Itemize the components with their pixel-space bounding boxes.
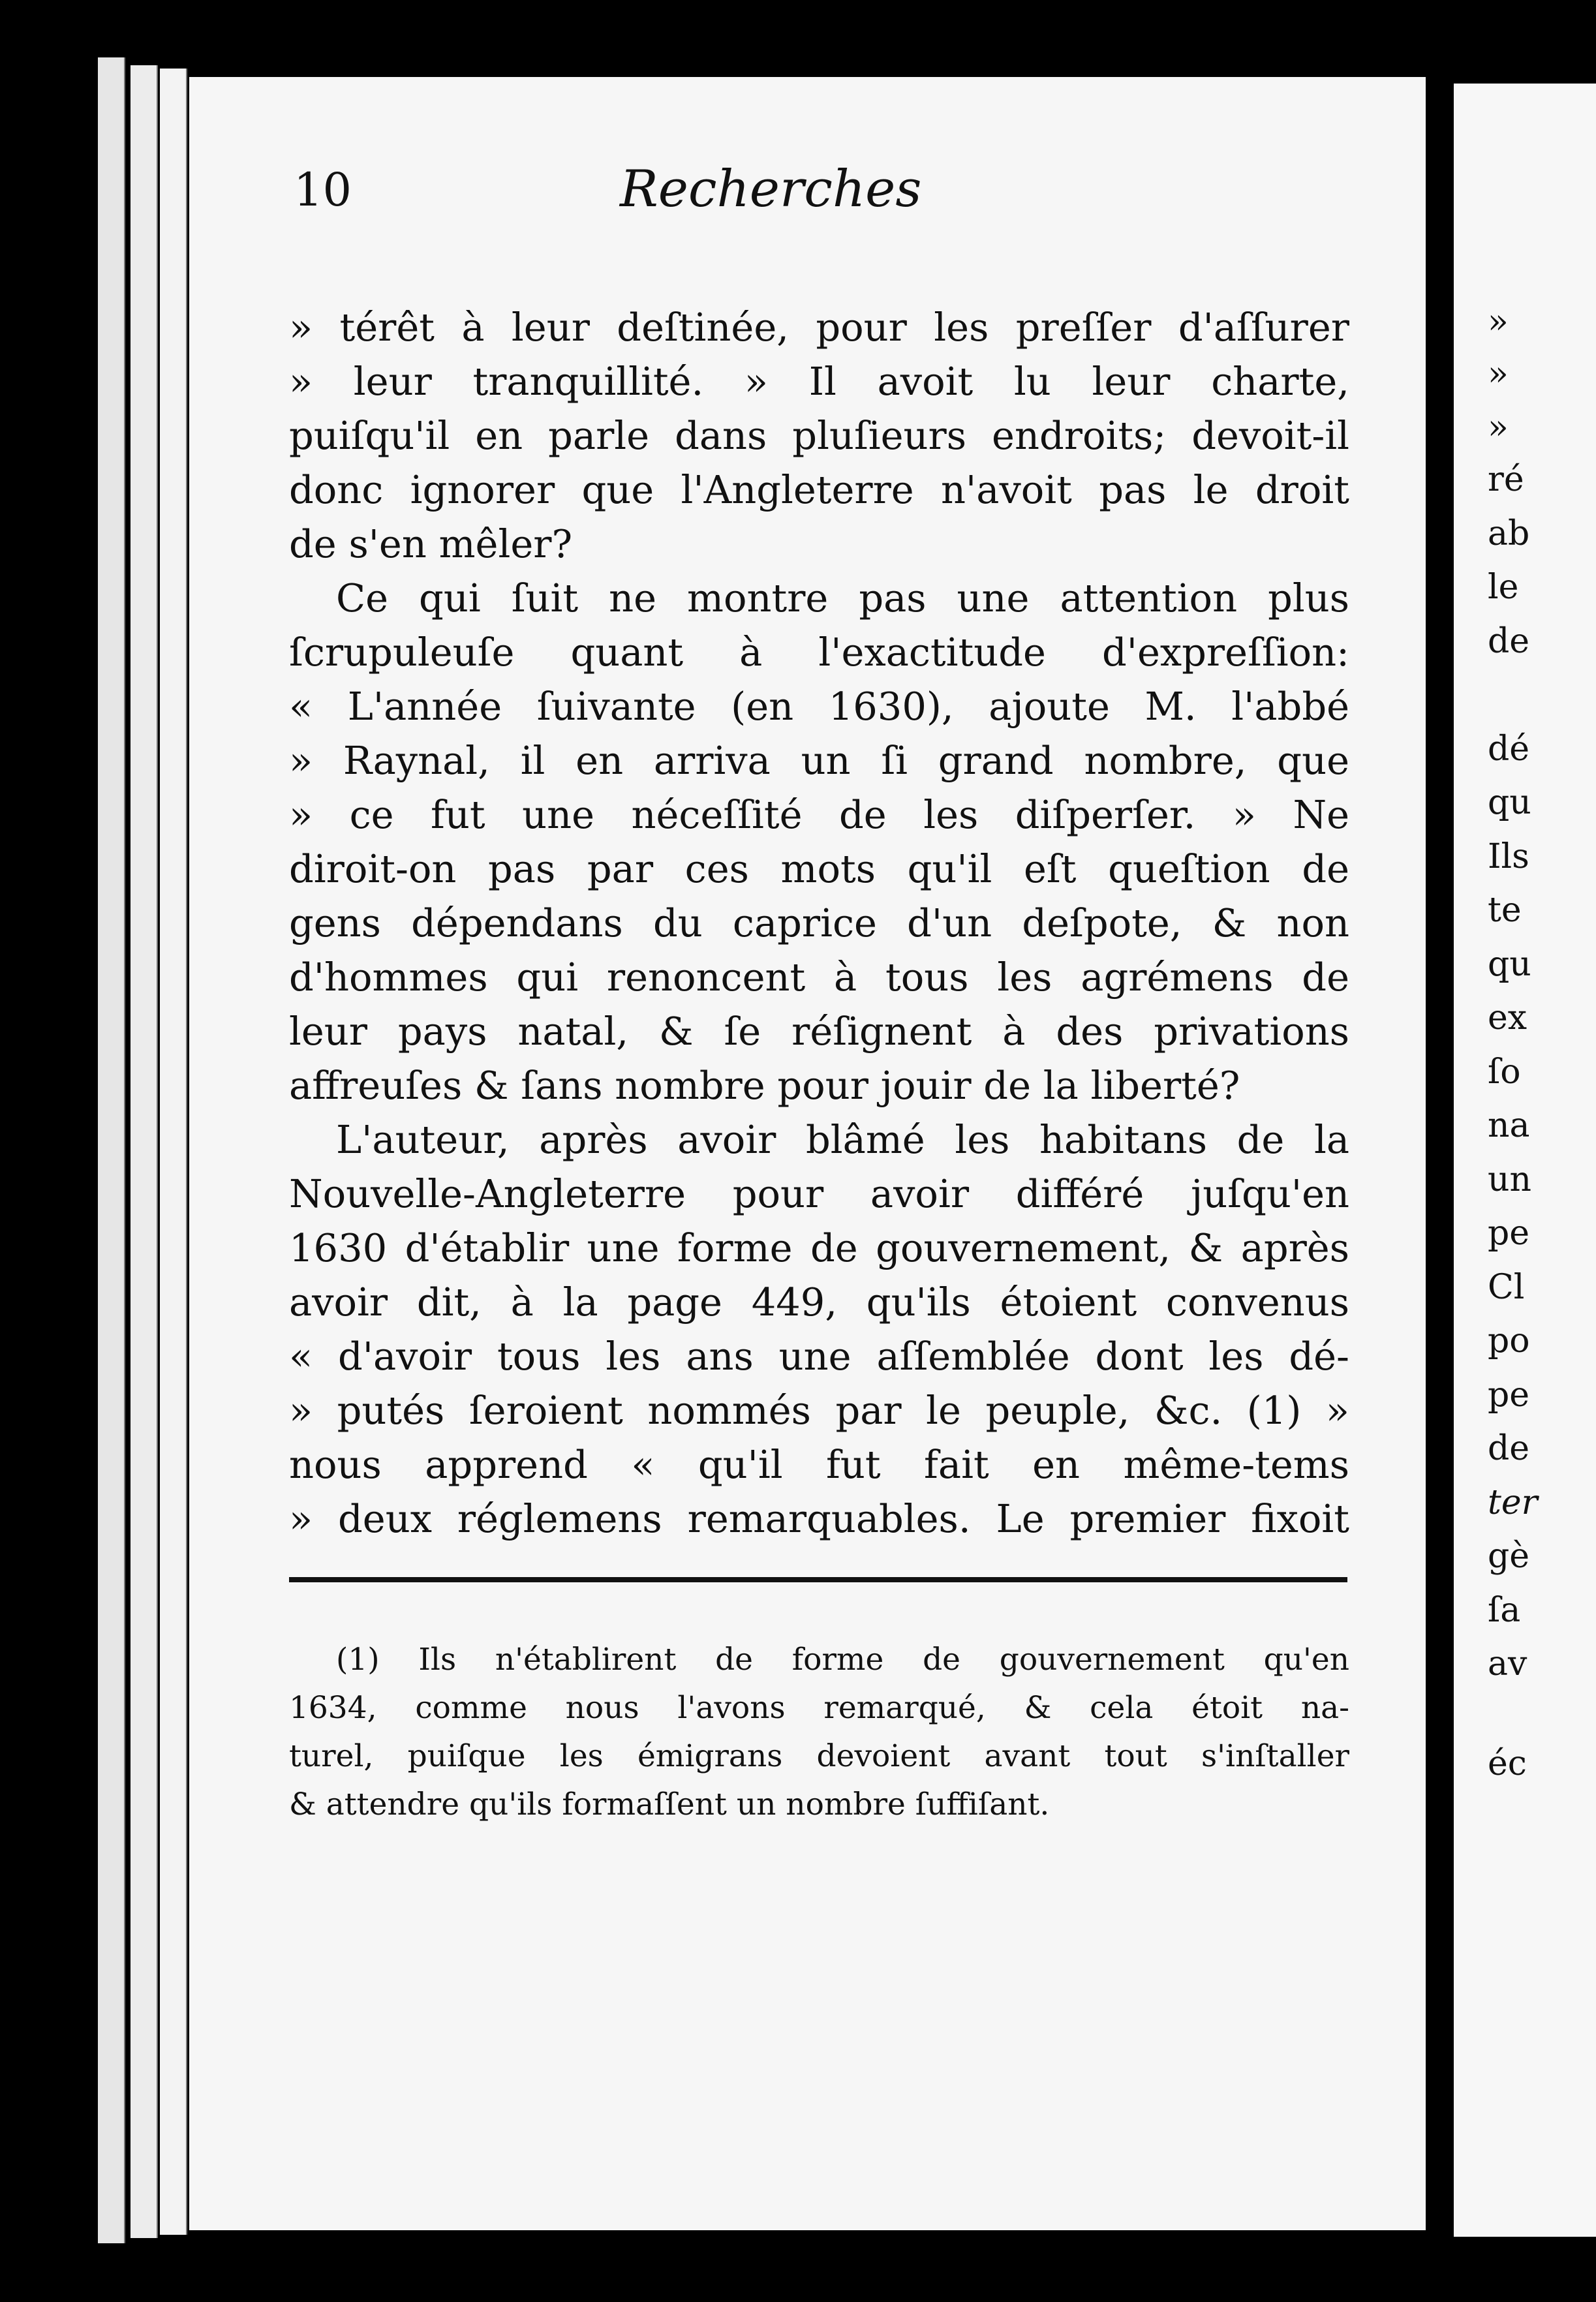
facing-fragment: ſa	[1488, 1591, 1521, 1630]
facing-fragment: Ils	[1488, 837, 1529, 876]
text-line: » térêt à leur deſtinée, pour les preſſer d'aſſurer	[289, 305, 1349, 350]
text-line: L'auteur, après avoir blâmé les habitans de la	[336, 1117, 1349, 1162]
facing-page	[1454, 84, 1596, 2237]
text-line: » ce fut une néceſſité de les diſperſer. » Ne	[289, 792, 1349, 837]
facing-fragment: ex	[1488, 998, 1527, 1037]
page-number: 10	[294, 163, 352, 217]
facing-fragment: pe	[1488, 1375, 1530, 1415]
text-line: ſcrupuleuſe quant à l'exactitude d'expreſſion:	[289, 630, 1349, 675]
page-edge	[130, 65, 158, 2238]
footnote-line: turel, puiſque les émigrans devoient avant tout s'inſtaller	[289, 1738, 1349, 1774]
facing-fragment: ré	[1488, 460, 1524, 499]
facing-fragment: éc	[1488, 1744, 1527, 1783]
text-line: » leur tranquillité. » Il avoit lu leur charte,	[289, 359, 1349, 404]
facing-fragment: le	[1488, 568, 1519, 607]
facing-fragment: pe	[1488, 1214, 1530, 1253]
text-line: gens dépendans du caprice d'un deſpote, & non	[289, 900, 1349, 945]
facing-fragment: qu	[1488, 945, 1531, 984]
text-line: » putés ſeroient nommés par le peuple, &c. (1) »	[289, 1388, 1349, 1433]
text-line: » Raynal, il en arriva un ſi grand nombre, que	[289, 738, 1349, 783]
facing-fragment: po	[1488, 1321, 1530, 1360]
facing-fragment: ter	[1488, 1483, 1538, 1522]
footnote-line: & attendre qu'ils formaſſent un nombre ſuffiſant.	[289, 1787, 1050, 1822]
text-line: donc ignorer que l'Angleterre n'avoit pas le droit	[289, 467, 1349, 512]
facing-fragment: Cl	[1488, 1268, 1525, 1307]
facing-fragment: te	[1488, 891, 1522, 930]
facing-fragment: de	[1488, 1429, 1530, 1468]
footnote-line: 1634, comme nous l'avons remarqué, & cela étoit na-	[289, 1690, 1349, 1726]
facing-fragment: qu	[1488, 783, 1531, 822]
facing-fragment: dé	[1488, 729, 1530, 769]
footnote-line: (1) Ils n'établirent de forme de gouvernement qu'en	[336, 1642, 1349, 1678]
text-line: Ce qui ſuit ne montre pas une attention plus	[336, 576, 1349, 621]
facing-fragment: de	[1488, 622, 1530, 661]
facing-fragment: ſo	[1488, 1052, 1521, 1092]
text-line: avoir dit, à la page 449, qu'ils étoient convenus	[289, 1280, 1349, 1325]
text-line: Nouvelle-Angleterre pour avoir différé juſqu'en	[289, 1171, 1349, 1216]
footnote-rule	[289, 1577, 1347, 1582]
facing-fragment: »	[1488, 408, 1509, 447]
text-line: 1630 d'établir une forme de gouvernement, & après	[289, 1225, 1349, 1270]
facing-fragment: un	[1488, 1160, 1531, 1199]
facing-fragment: gè	[1488, 1537, 1530, 1576]
text-line: leur pays natal, & ſe réſignent à des privations	[289, 1009, 1349, 1054]
facing-fragment: »	[1488, 354, 1509, 393]
facing-fragment: na	[1488, 1106, 1530, 1145]
page-edge	[160, 69, 187, 2235]
text-line: puiſqu'il en parle dans pluſieurs endroits; devoit-il	[289, 413, 1349, 458]
text-line: de s'en mêler?	[289, 521, 573, 566]
facing-fragment: ab	[1488, 514, 1530, 553]
text-line: « L'année ſuivante (en 1630), ajoute M. l'abbé	[289, 684, 1349, 729]
running-head: Recherches	[620, 160, 922, 219]
facing-fragment: av	[1488, 1644, 1527, 1683]
text-line: d'hommes qui renoncent à tous les agrémens de	[289, 955, 1349, 1000]
facing-fragment: »	[1488, 302, 1509, 341]
text-line: diroit-on pas par ces mots qu'il eſt queſtion de	[289, 846, 1349, 891]
text-line: affreuſes & ſans nombre pour jouir de la liberté?	[289, 1063, 1240, 1108]
text-line: nous apprend « qu'il fut fait en même-tems	[289, 1442, 1349, 1487]
page-edge	[98, 57, 125, 2243]
text-line: » deux réglemens remarquables. Le premier fixoit	[289, 1496, 1349, 1541]
text-line: « d'avoir tous les ans une aſſemblée dont les dé-	[289, 1334, 1349, 1379]
